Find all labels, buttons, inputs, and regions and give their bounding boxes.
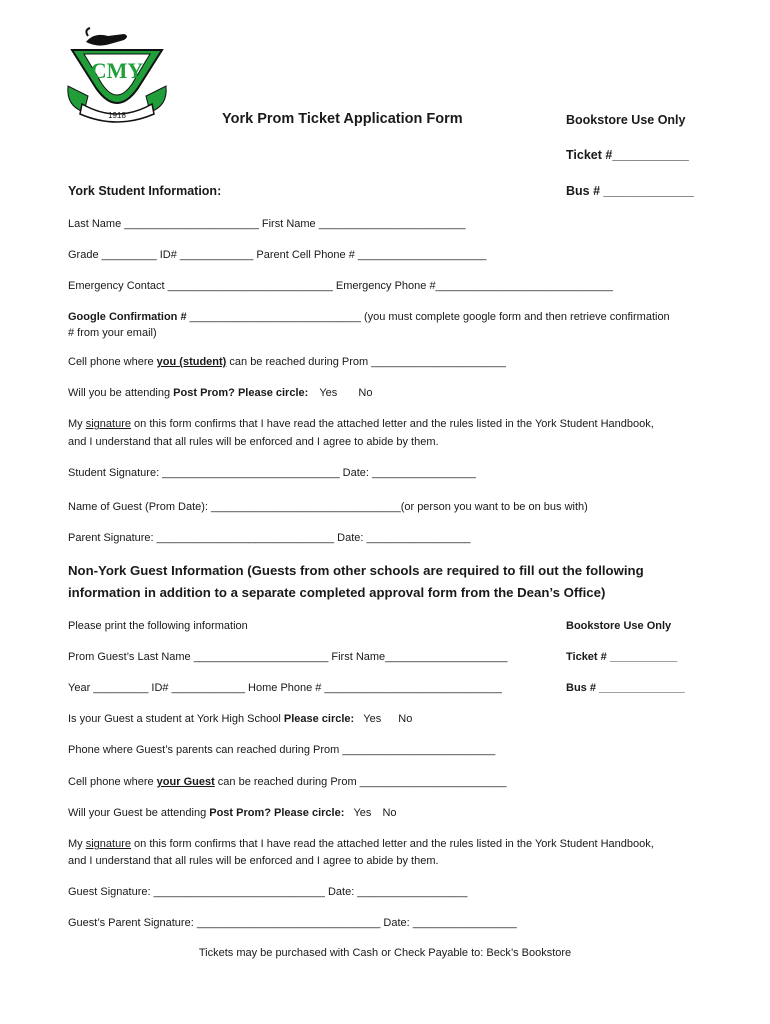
student-cell-pre: Cell phone where xyxy=(68,356,157,368)
guest-name-line[interactable]: Prom Guest’s Last Name ______________________ First Name____________________ xyxy=(68,651,508,663)
student-grade-line[interactable]: Grade _________ ID# ____________ Parent Cell Phone # _____________________ xyxy=(68,249,487,261)
student-cell-post: can be reached during Prom ______________________ xyxy=(226,356,506,368)
school-crest-logo xyxy=(64,26,170,126)
emergency-contact-line[interactable]: Emergency Contact ___________________________ Emergency Phone #_____________________________ xyxy=(68,280,613,292)
student-postprom-no[interactable]: No xyxy=(358,387,373,399)
google-confirmation-cont: # from your email) xyxy=(68,327,157,339)
crest-year: 1918 xyxy=(108,111,126,120)
student-section-label: York Student Information: xyxy=(68,184,222,198)
google-confirmation-label: Google Confirmation # xyxy=(68,311,187,323)
guest-sig-post: on this form confirms that I have read the attached letter and the rules listed in the York Student Handbook, xyxy=(131,838,654,850)
student-sig-pre: My xyxy=(68,418,86,430)
guest-york-no[interactable]: No xyxy=(398,713,413,725)
guest-postprom-yes[interactable]: Yes xyxy=(353,807,372,819)
student-signature-statement xyxy=(68,418,654,430)
guest-signature-statement xyxy=(68,838,654,850)
crest-monogram: CMY xyxy=(90,58,144,83)
bookstore-use-label: Bookstore Use Only xyxy=(566,113,686,127)
guest-parents-phone-line[interactable]: Phone where Guest’s parents can reached during Prom _________________________ xyxy=(68,744,496,756)
guest-postprom-line xyxy=(68,807,397,819)
guest-cell-pre: Cell phone where xyxy=(68,776,157,788)
guest-sig-word: signature xyxy=(85,838,131,850)
print-info-label: Please print the following information xyxy=(68,620,248,632)
guest-cell-line[interactable] xyxy=(68,776,507,788)
guest-bookstore-label: Bookstore Use Only xyxy=(566,620,672,632)
guest-bus-field[interactable]: Bus # ______________ xyxy=(566,682,685,694)
guest-york-student-line xyxy=(68,713,412,725)
guest-parent-signature-line[interactable]: Guest’s Parent Signature: ______________________________ Date: _________________ xyxy=(68,917,517,929)
guest-section-heading-cont: information in addition to a separate completed approval form from the Dean’s Office) xyxy=(68,585,606,600)
guest-ticket-field[interactable]: Ticket # ___________ xyxy=(566,651,678,663)
student-sig-post: on this form confirms that I have read the attached letter and the rules listed in the York Student Handbook, xyxy=(131,418,654,430)
guest-name-line[interactable]: Name of Guest (Prom Date): _______________________________(or person you want to be on bus with) xyxy=(68,501,588,513)
student-sig-word: signature xyxy=(85,418,131,430)
student-signature-statement-cont: and I understand that all rules will be enforced and I agree to abide by them. xyxy=(68,436,439,448)
student-cell-line[interactable] xyxy=(68,356,506,368)
payment-note: Tickets may be purchased with Cash or Check Payable to: Beck’s Bookstore xyxy=(198,947,572,959)
ticket-number-field[interactable]: Ticket #___________ xyxy=(566,148,689,162)
guest-signature-statement-cont: and I understand that all rules will be enforced and I agree to abide by them. xyxy=(68,855,439,867)
guest-york-yes[interactable]: Yes xyxy=(363,713,382,725)
student-postprom-pre: Will you be attending xyxy=(68,387,174,399)
student-postprom-line xyxy=(68,387,372,399)
guest-section-heading: Non-York Guest Information (Guests from other schools are required to fill out the following xyxy=(68,563,644,578)
guest-year-line[interactable]: Year _________ ID# ____________ Home Phone # _____________________________ xyxy=(68,682,502,694)
student-cell-emphasis: you (student) xyxy=(156,356,227,368)
guest-york-pre: Is your Guest a student at York High School xyxy=(68,713,284,725)
parent-signature-line[interactable]: Parent Signature: _____________________________ Date: _________________ xyxy=(68,532,471,544)
guest-postprom-no[interactable]: No xyxy=(382,807,397,819)
guest-postprom-pre: Will your Guest be attending xyxy=(68,807,210,819)
google-confirmation-rest: ____________________________ (you must complete google form and then retrieve confirmation xyxy=(186,311,670,323)
guest-cell-emphasis: your Guest xyxy=(156,776,215,788)
guest-signature-line[interactable]: Guest Signature: ____________________________ Date: __________________ xyxy=(68,886,468,898)
guest-york-question: Please circle: xyxy=(283,713,355,725)
form-title: York Prom Ticket Application Form xyxy=(222,111,463,127)
student-postprom-yes[interactable]: Yes xyxy=(319,387,338,399)
student-signature-line[interactable]: Student Signature: _____________________________ Date: _________________ xyxy=(68,467,476,479)
student-name-line[interactable]: Last Name ______________________ First Name ________________________ xyxy=(68,218,466,230)
student-postprom-question: Post Prom? Please circle: xyxy=(173,387,309,399)
guest-cell-post: can be reached during Prom ________________________ xyxy=(214,776,507,788)
guest-sig-pre: My xyxy=(68,838,86,850)
guest-postprom-question: Post Prom? Please circle: xyxy=(209,807,345,819)
bus-number-field[interactable]: Bus # _____________ xyxy=(566,184,694,198)
google-confirmation-line[interactable] xyxy=(68,311,670,323)
